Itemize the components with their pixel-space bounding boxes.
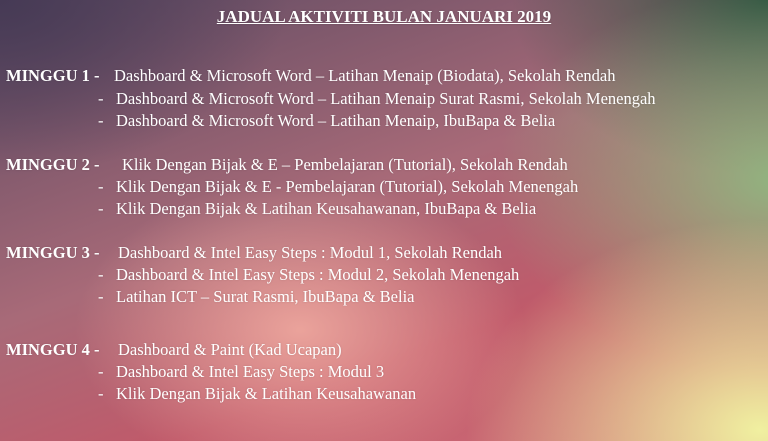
activity-text: Klik Dengan Bijak & Latihan Keusahawanan (116, 384, 417, 403)
week-label: MINGGU 3 - (6, 243, 100, 262)
schedule-row (0, 265, 768, 287)
bullet-dash: - (98, 89, 104, 108)
week-label: MINGGU 4 - (6, 340, 100, 359)
activity-text: Dashboard & Microsoft Word – Latihan Menaip Surat Rasmi, Sekolah Menengah (116, 89, 656, 108)
bullet-dash: - (98, 199, 104, 218)
schedule-row (0, 287, 768, 309)
bullet-dash: - (98, 265, 104, 284)
schedule-row (0, 199, 768, 221)
schedule-row (0, 111, 768, 133)
activity-text: Klik Dengan Bijak & Latihan Keusahawanan, IbuBapa & Belia (116, 199, 537, 218)
schedule-row (0, 384, 768, 406)
bullet-dash: - (98, 384, 104, 403)
schedule-row (0, 155, 768, 177)
schedule-row (0, 340, 768, 362)
activity-text: Klik Dengan Bijak & E - Pembelajaran (Tutorial), Sekolah Menengah (116, 177, 579, 196)
schedule-row (0, 362, 768, 384)
bullet-dash: - (98, 177, 104, 196)
activity-text: Dashboard & Paint (Kad Ucapan) (118, 340, 342, 359)
activity-text: Dashboard & Intel Easy Steps : Modul 3 (116, 362, 385, 381)
schedule-row (0, 243, 768, 265)
activity-text: Dashboard & Microsoft Word – Latihan Menaip (Biodata), Sekolah Rendah (114, 66, 616, 85)
schedule-row (0, 66, 768, 88)
schedule-row (0, 177, 768, 199)
activity-text: Latihan ICT – Surat Rasmi, IbuBapa & Belia (116, 287, 415, 306)
activity-text: Dashboard & Intel Easy Steps : Modul 2, Sekolah Menengah (116, 265, 520, 284)
activity-text: Klik Dengan Bijak & E – Pembelajaran (Tutorial), Sekolah Rendah (122, 155, 568, 174)
activity-text: Dashboard & Intel Easy Steps : Modul 1, Sekolah Rendah (118, 243, 503, 262)
bullet-dash: - (98, 111, 104, 130)
bullet-dash: - (98, 362, 104, 381)
activity-text: Dashboard & Microsoft Word – Latihan Menaip, IbuBapa & Belia (116, 111, 556, 130)
schedule-row (0, 89, 768, 111)
week-label: MINGGU 2 - (6, 155, 100, 174)
bullet-dash: - (98, 287, 104, 306)
week-label: MINGGU 1 - (6, 66, 100, 85)
page-title: JADUAL AKTIVITI BULAN JANUARI 2019 (216, 7, 552, 26)
